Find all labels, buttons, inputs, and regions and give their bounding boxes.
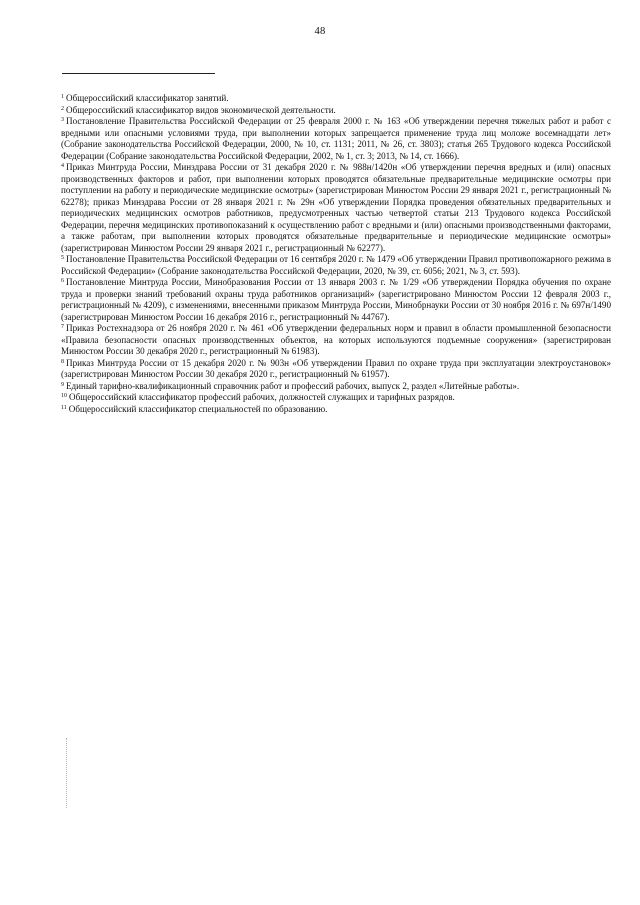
footnote-text: Общероссийский классификатор занятий.: [66, 93, 229, 103]
footnote-mark: 2: [61, 105, 64, 112]
footnote-text: Приказ Минтруда России, Минздрава России от 31 декабря 2020 г. № 988н/1420н «Об утверждении перечня вредных и (или) опасных производственных факторов и работ, при выполнении которых проводятся обязательные предварительные медицинские осмотры при поступлении на работу и периодические медицинские осмотры» (зарегистрирован Минюстом России 29 января 2021 г., регистрационный № 62278); приказ Минздрава России от 28 января 2021 г. № 29н «Об утверждении Порядка проведения обязательных предварительных и периодических медицинских осмотров работников, предусмотренных частью четвертой статьи 213 Трудового кодекса Российской Федерации, перечня медицинских противопоказаний к осуществлению работ с вредными и (или) опасными производственными факторами, а также работам, при выполнении которых проводятся обязательные предварительные и периодические медицинские осмотры» (зарегистрирован Минюстом России 29 января 2021 г., регистрационный № 62277).: [61, 162, 611, 253]
footnote-mark: 10: [61, 393, 67, 399]
footnote-6: [61, 277, 611, 323]
footnote-text: Приказ Ростехнадзора от 26 ноября 2020 г. № 461 «Об утверждении федеральных норм и правил в области промышленной безопасности «Правила безопасности опасных производственных объектов, на которых используются подъемные сооружения» (зарегистрирован Минюстом России 30 декабря 2020 г., регистрационный № 61983).: [61, 323, 611, 356]
footnote-5: [61, 254, 611, 277]
footnote-10: [61, 392, 611, 404]
footnote-mark: 1: [61, 94, 64, 100]
footnotes-list: [61, 93, 611, 415]
scan-artifact-line: [66, 738, 67, 808]
footnote-text: Постановление Минтруда России, Минобразования России от 13 января 2003 г. № 1/29 «Об утверждении Порядка обучения по охране труда и проверки знаний требований охраны труда работников организаций» (зарегистрировано Минюстом России 12 февраля 2003 г., регистрационный № 4209), с изменениями, внесенными приказом Минтруда России, Минобрнауки России от 30 ноября 2016 г. № 697н/1490 (зарегистрирован Минюстом России 16 декабря 2016 г., регистрационный № 44767).: [61, 277, 611, 322]
footnote-separator: [62, 73, 215, 74]
page-number: 48: [314, 26, 326, 37]
footnote-text: Общероссийский классификатор специальностей по образованию.: [68, 403, 328, 414]
footnote-mark: 7: [61, 324, 64, 330]
footnote-text: Постановление Правительства Российской Федерации от 25 февраля 2000 г. № 163 «Об утверждении перечня тяжелых работ и работ с вредными или опасными условиями труда, при выполнении которых запрещается применение труда лиц моложе восемнадцати лет» (Собрание законодательства Российской Федерации, 2000, № 10, ст. 1131; 2011, № 26, ст. 3803); статья 265 Трудового кодекса Российской Федерации (Собрание законодательства Российской Федерации, 2002, № 1, ст. 3; 2013, № 14, ст. 1666).: [61, 116, 611, 161]
footnote-mark: 9: [61, 381, 64, 388]
footnote-9: [61, 381, 611, 393]
footnote-8: [61, 358, 611, 381]
footnote-text: Общероссийский классификатор профессий рабочих, должностей служащих и тарифных разрядов.: [69, 392, 455, 402]
footnote-text: Постановление Правительства Российской Федерации от 16 сентября 2020 г. № 1479 «Об утверждении Правил противопожарного режима в Российской Федерации» (Собрание законодательства Российской Федерации, 2020, № 39, ст. 6056; 2021, № 3, ст. 593).: [61, 254, 611, 276]
footnote-text: Единый тарифно-квалификационный справочник работ и профессий рабочих, выпуск 2, раздел «Литейные работы».: [66, 380, 520, 391]
footnote-2: [61, 105, 611, 117]
footnote-mark: 8: [61, 358, 64, 365]
footnote-mark: 3: [61, 117, 64, 123]
footnote-4: [61, 162, 611, 254]
footnote-mark: 11: [61, 404, 67, 411]
footnote-mark: 4: [61, 163, 64, 169]
footnote-mark: 6: [61, 278, 64, 284]
footnote-7: [61, 323, 611, 358]
footnote-11: [61, 404, 611, 416]
footnote-mark: 5: [61, 255, 64, 261]
footnote-3: [61, 116, 611, 162]
footnote-1: [61, 93, 611, 105]
footnote-text: Приказ Минтруда России от 15 декабря 2020 г. № 903н «Об утверждении Правил по охране труда при эксплуатации электроустановок» (зарегистрирован Минюстом России 30 декабря 2020 г., регистрационный № 61957).: [61, 357, 611, 379]
footnote-text: Общероссийский классификатор видов экономической деятельности.: [66, 104, 336, 115]
